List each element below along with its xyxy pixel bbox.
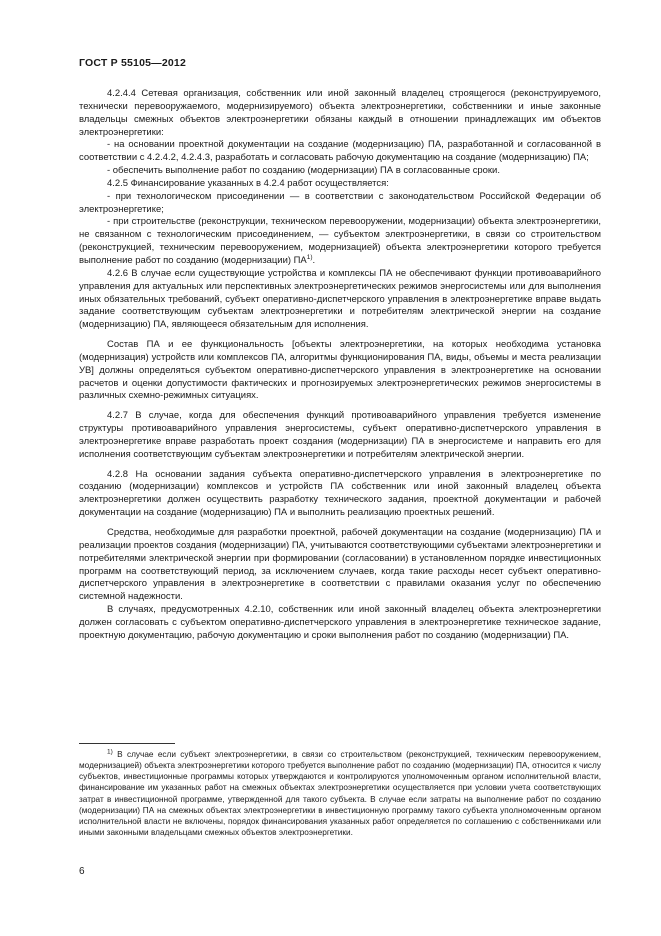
list-item-construction — [79, 216, 601, 267]
list-item-tech-connection: - при технологическом присоединении — в соответствии с законодательством Российской Федерации об электроэнергетике; — [79, 190, 601, 215]
footnote-reference-suffix: . — [312, 254, 316, 266]
footnote-reference: 1) — [306, 253, 313, 261]
paragraph-4-2-4-4: 4.2.4.4 Сетевая организация, собственник или иной законный владелец строящегося (реконструируемого, технически перевооружаемого, модернизируемого) объекта электроэнергетики, собственники и иные законные владельцы смежных объектов электроэнергетики обязаны каждый в отношении принадлежащих им объектов электроэнергетики: — [79, 88, 601, 138]
list-item-ensure-works: - обеспечить выполнение работ по созданию (модернизации) ПА в согласованные сроки. — [107, 165, 500, 177]
paragraph-4-2-8: 4.2.8 На основании задания субъекта оперативно-диспетчерского управления в электроэнергетике по созданию (модернизации) комплексов и устройств ПА собственник или иной законный владелец объекта электроэнергетики должен осуществить разработку технического задания, проектной документации и рабочей документации на создание (модернизацию) ПА и выполнить реализацию проектных решений. — [79, 468, 601, 519]
main-text — [79, 88, 601, 643]
paragraph-4-2-7: 4.2.7 В случае, когда для обеспечения функций противоаварийного управления требуется изменение структуры противоаварийного управления энергосистемы, субъект оперативно-диспетчерского управления в электроэнергетике вправе разработать проект создания (модернизации) ПА в энергосистеме и направить его для исполнения соответствующим субъектам электроэнергетики и потребителям электрической энергии. — [79, 410, 601, 460]
footnote-text-block — [79, 749, 601, 838]
footnote-divider — [79, 743, 175, 744]
paragraph-4-2-10-cases: В случаях, предусмотренных 4.2.10, собственник или иной законный владелец объекта электроэнергетики должен согласовать с субъектом оперативно-диспетчерского управления в электроэнергетике техническое задание, проектную документацию, рабочую документацию и сроки выполнения работ по созданию (модернизации) ПА. — [79, 604, 601, 641]
list-item-construction-text: - при строительстве (реконструкции, техническом перевооружении, модернизации) объекта электроэнергетики, не связанном с технологическим присоединением, — субъектом электроэнергетики, в связи со строительством (реконструкцией, техническим перевооружением, модернизацией) объекта электроэнергетики которого требуется выполнение работ по созданию (модернизации) ПА — [79, 216, 601, 266]
page-number: 6 — [79, 866, 85, 877]
paragraph-4-2-6: 4.2.6 В случае если существующие устройства и комплексы ПА не обеспечивают функции противоаварийного управления для актуальных или перспективных электроэнергетических режимов энергосистемы или для выполнения иных обязательных требований, субъект оперативно-диспетчерского управления в электроэнергетике вправе выдать задание соответствующим субъектам электроэнергетики и потребителям электрической энергии на создание (модернизацию) ПА, являющееся обязательным для исполнения. — [79, 267, 601, 331]
paragraph-4-2-5: 4.2.5 Финансирование указанных в 4.2.4 работ осуществляется: — [107, 177, 389, 189]
footnote-marker: 1) — [107, 748, 113, 756]
footnote — [79, 749, 601, 838]
list-item-develop-docs: - на основании проектной документации на создание (модернизацию) ПА, разработанной и согласованной в соответствии с 4.2.4.2, 4.2.4.3, разработать и согласовать рабочую документацию на создание (модернизацию) ПА; — [79, 139, 601, 164]
paragraph-pa-composition: Состав ПА и ее функциональность [объекты электроэнергетики, на которых необходима установка (модернизация) устройств или комплексов ПА, алгоритмы функционирования ПА, виды, объемы и места реализации УВ] должны определяться субъектом оперативно-диспетчерского управления в электроэнергетике на основании расчетов и оценки допустимости фактических и прогнозируемых электроэнергетических режимов энергосистемы в различных схемно-режимных ситуациях. — [79, 339, 601, 402]
standard-designation: ГОСТ Р 55105—2012 — [79, 57, 187, 69]
footnote-text: В случае если субъект электроэнергетики, в связи со строительством (реконструкцией, техническим перевооружением, модернизацией) объекта электроэнергетики которого требуется выполнение работ по созданию (модернизации) ПА, относится к числу субъектов, инвестиционные программы которых утверждаются и контролируются уполномоченным органом исполнительной власти, финансирование им указанных работ на смежных объектах электроэнергетики осуществляется при условии учета соответствующих затрат в инвестиционной программе, утвержденной для такого субъекта. В случае если затраты на выполнение работ по созданию (модернизации) ПА на смежных объектах электроэнергетики в инвестиционную программу такого субъекта уполномоченным органом исполнительной власти не включены, порядок финансирования указанных работ определяется по соглашению с собственниками или иными законными владельцами смежных объектов электроэнергетики. — [79, 750, 601, 838]
paragraph-funding: Средства, необходимые для разработки проектной, рабочей документации на создание (модернизацию) ПА и реализации проектов создания (модернизации) ПА, учитываются соответствующими субъектами электроэнергетики и потребителями электрической энергии при формировании (согласовании) в установленном порядке инвестиционных программ на соответствующий период, за исключением случаев, когда такие расходы несет субъект оперативно-диспетчерского управления в электроэнергетике в соответствии с правилами оказания услуг по обеспечению системной надежности. — [79, 527, 601, 603]
